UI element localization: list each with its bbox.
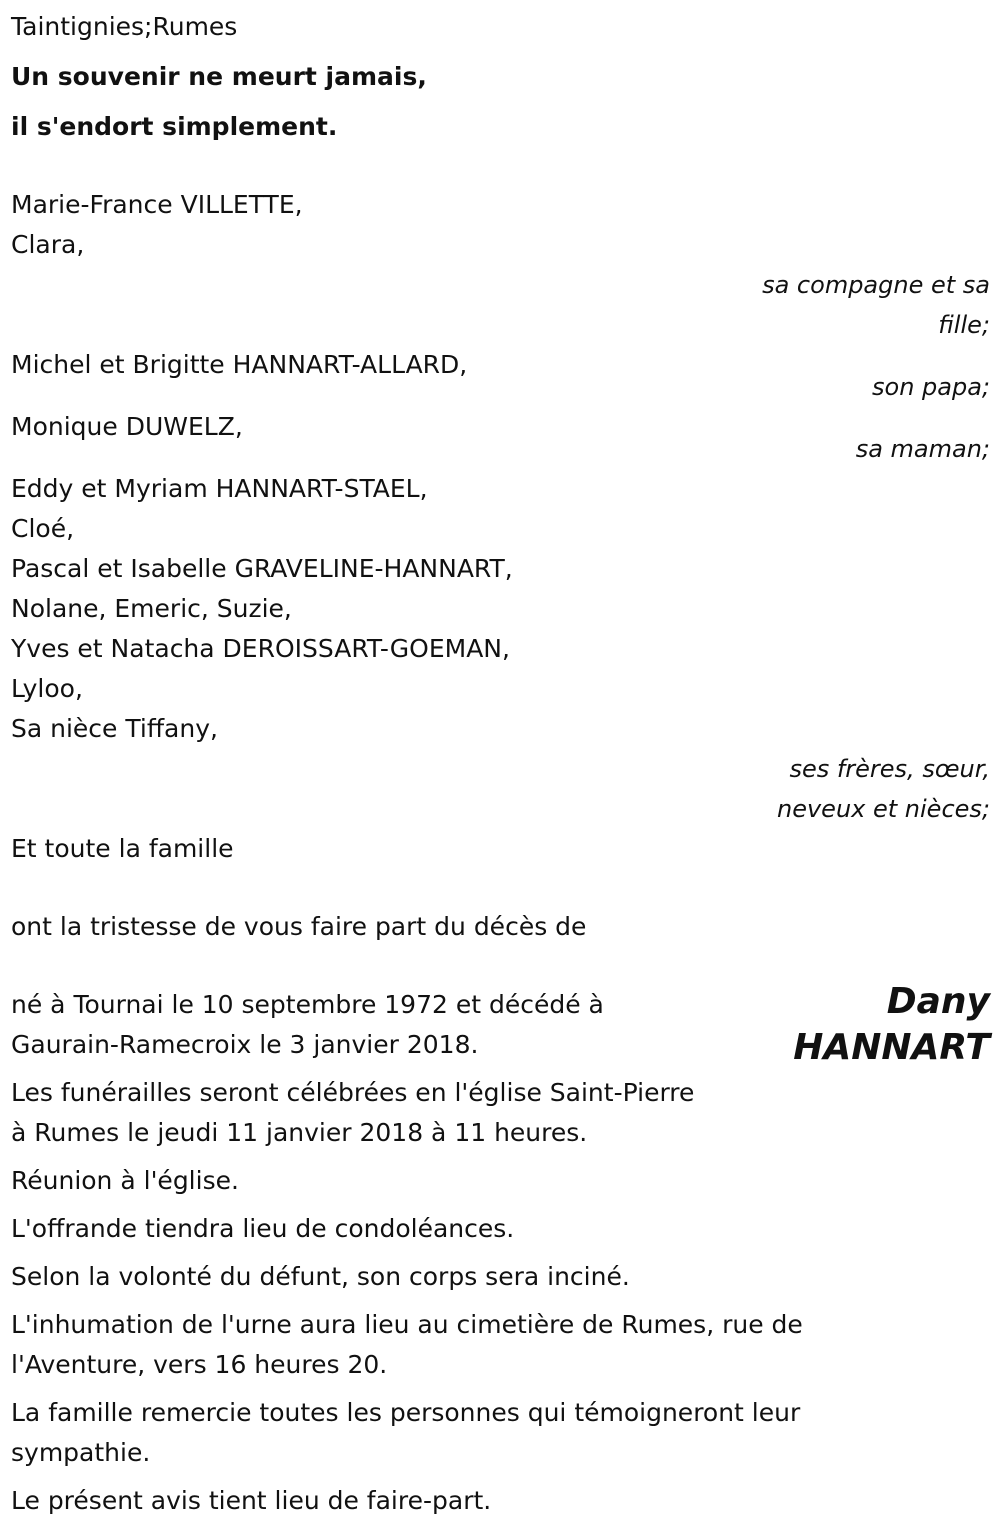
spacer: [11, 869, 990, 907]
meeting-paragraph: [11, 1161, 990, 1201]
offering-paragraph: [11, 1209, 990, 1249]
burial-text: l'Aventure, vers 16 heures 20.: [11, 1350, 388, 1379]
family-name: Cloé,: [11, 514, 75, 543]
thanks-text: sympathie.: [11, 1438, 151, 1467]
spacer: [11, 147, 990, 185]
burial-text: L'inhumation de l'urne aura lieu au cimetière de Rumes, rue de: [11, 1310, 803, 1339]
family-closing: Et toute la famille: [11, 834, 234, 863]
announcement-text: ont la tristesse de vous faire part du décès de: [11, 912, 587, 941]
family-name: Pascal et Isabelle GRAVELINE-HANNART,: [11, 554, 513, 583]
family-name: Michel et Brigitte HANNART-ALLARD,: [11, 350, 468, 379]
deceased-name: [793, 979, 990, 1071]
family-name: Lyloo,: [11, 674, 83, 703]
quote-line-2: il s'endort simplement.: [11, 112, 338, 141]
family-name: Clara,: [11, 230, 85, 259]
relation-text: neveux et nièces;: [777, 795, 990, 823]
offering-text: L'offrande tiendra lieu de condoléances.: [11, 1214, 515, 1243]
funeral-text: à Rumes le jeudi 11 janvier 2018 à 11 heures.: [11, 1118, 588, 1147]
relation-text: sa compagne et sa: [762, 271, 990, 299]
obituary-notice: [0, 7, 1000, 1525]
deceased-block: [11, 981, 990, 1068]
funeral-text: Les funérailles seront célébrées en l'église Saint-Pierre: [11, 1078, 695, 1107]
burial-paragraph: [11, 1305, 990, 1385]
family-name: Sa nièce Tiffany,: [11, 714, 218, 743]
thanks-text: La famille remercie toutes les personnes qui témoigneront leur: [11, 1398, 801, 1427]
cremation-paragraph: [11, 1257, 990, 1297]
deceased-first-name: Dany: [886, 981, 990, 1022]
family-name: Eddy et Myriam HANNART-STAEL,: [11, 474, 428, 503]
cremation-text: Selon la volonté du défunt, son corps sera inciné.: [11, 1262, 630, 1291]
relation-text: son papa;: [872, 373, 990, 401]
birth-death-text: né à Tournai le 10 septembre 1972 et décédé à: [11, 990, 604, 1019]
notice-text: Le présent avis tient lieu de faire-part.: [11, 1486, 492, 1515]
birth-death-text: Gaurain-Ramecroix le 3 janvier 2018.: [11, 1030, 479, 1059]
location-text: Taintignies;Rumes: [11, 12, 238, 41]
relation-text: sa maman;: [855, 435, 990, 463]
relation-text: ses frères, sœur,: [789, 755, 990, 783]
notice-paragraph: [11, 1481, 990, 1521]
deceased-last-name: HANNART: [793, 1027, 990, 1068]
family-name: Monique DUWELZ,: [11, 412, 243, 441]
quote-line-1: Un souvenir ne meurt jamais,: [11, 62, 427, 91]
funeral-paragraph: [11, 1073, 990, 1153]
family-name: Marie-France VILLETTE,: [11, 190, 303, 219]
family-name: Nolane, Emeric, Suzie,: [11, 594, 292, 623]
meeting-text: Réunion à l'église.: [11, 1166, 239, 1195]
thanks-paragraph: [11, 1393, 990, 1473]
family-name: Yves et Natacha DEROISSART-GOEMAN,: [11, 634, 510, 663]
relation-text: fille;: [938, 311, 990, 339]
